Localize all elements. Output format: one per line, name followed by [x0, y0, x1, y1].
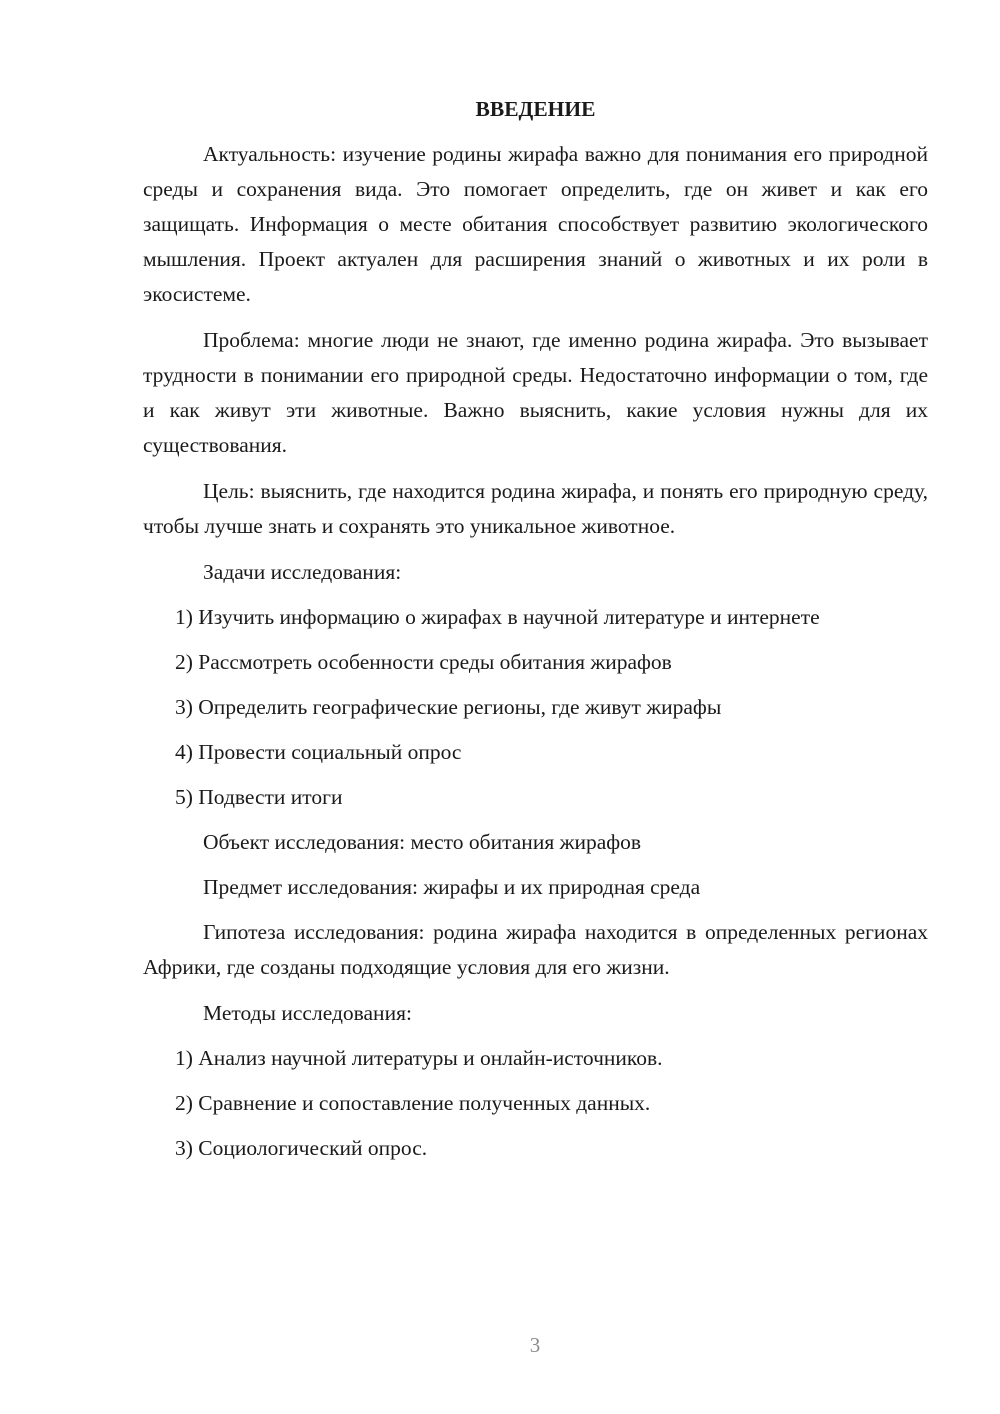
task-item: 2) Рассмотреть особенности среды обитания жирафов [175, 650, 672, 674]
method-item: 2) Сравнение и сопоставление полученных данных. [175, 1091, 651, 1115]
subject-line: Предмет исследования: жирафы и их природная среда [203, 875, 701, 899]
task-item: 3) Определить географические регионы, где живут жирафы [175, 695, 722, 719]
goal-paragraph: Цель: выяснить, где находится родина жирафа, и понять его природную среду, чтобы лучше знать и сохранять это уникальное животное. [143, 479, 928, 538]
document-page [143, 92, 928, 1176]
relevance-paragraph: Актуальность: изучение родины жирафа важно для понимания его природной среды и сохранения вида. Это помогает определить, где он живет и как его защищать. Информация о месте обитания способствует развитию экологического мышления. Проект актуален для расширения знаний о животных и их роли в экосистеме. [143, 142, 928, 306]
problem-paragraph: Проблема: многие люди не знают, где именно родина жирафа. Это вызывает трудности в понимании его природной среды. Недостаточно информации о том, где и как живут эти животные. Важно выяснить, какие условия нужны для их существования. [143, 328, 928, 457]
hypothesis-paragraph: Гипотеза исследования: родина жирафа находится в определенных регионах Африки, где созданы подходящие условия для его жизни. [143, 920, 928, 979]
task-item: 5) Подвести итоги [175, 785, 343, 809]
object-line: Объект исследования: место обитания жирафов [203, 830, 642, 854]
section-title: ВВЕДЕНИЕ [475, 97, 596, 121]
page-number: 3 [529, 1333, 541, 1357]
task-item: 4) Провести социальный опрос [175, 740, 462, 764]
methods-heading: Методы исследования: [203, 1001, 412, 1025]
method-item: 1) Анализ научной литературы и онлайн-источников. [175, 1046, 663, 1070]
method-item: 3) Социологический опрос. [175, 1136, 428, 1160]
tasks-heading: Задачи исследования: [203, 560, 402, 584]
task-item: 1) Изучить информацию о жирафах в научной литературе и интернете [175, 605, 820, 629]
